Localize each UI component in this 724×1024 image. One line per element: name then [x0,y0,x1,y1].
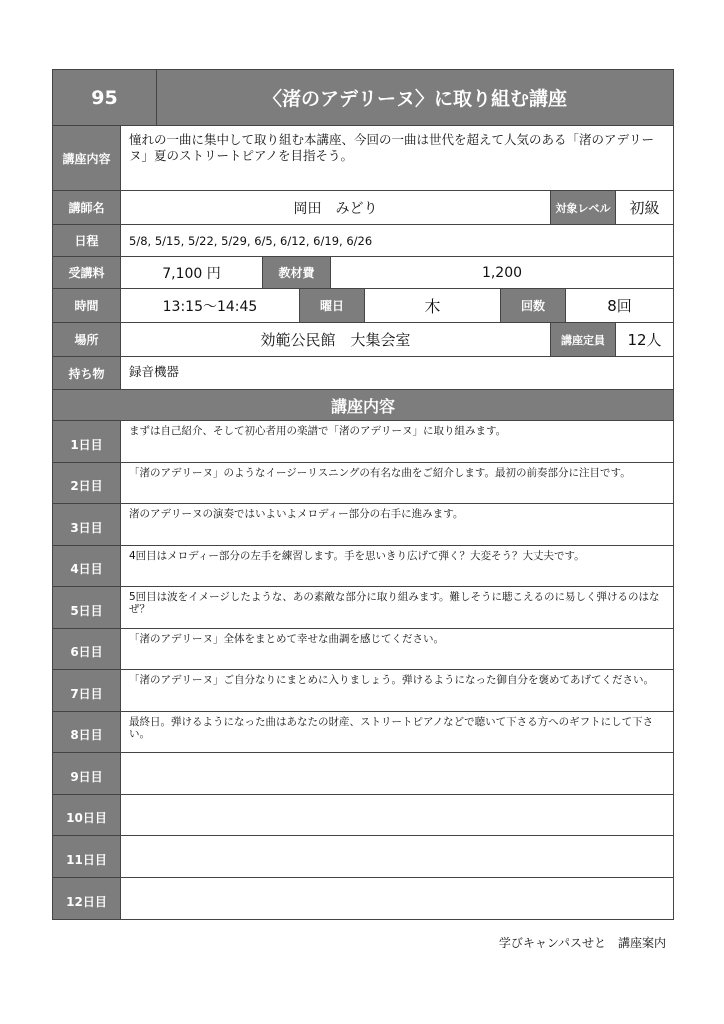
day-row [53,795,673,837]
day-description [121,878,673,920]
instructor-name: 岡田 みどり [121,191,551,224]
day-row [53,836,673,878]
schedule-row [53,225,673,257]
day-row [53,463,673,505]
fee-value: 7,100 円 [121,257,263,288]
day-row [53,753,673,795]
day-description: 4回目はメロディー部分の左手を練習します。手を思いきり広げて弾く？大変そう？大丈夫です。 [121,546,673,587]
summary-label: 講座内容 [53,126,121,190]
time-label: 時間 [53,289,121,322]
capacity-label: 講座定員 [551,323,616,356]
title-row [53,70,673,126]
day-row [53,629,673,671]
material-value: 1,200 [331,257,673,288]
belongings-label: 持ち物 [53,357,121,389]
material-label: 教材費 [263,257,331,288]
belongings-row [53,357,673,390]
day-label: 2日目 [53,463,121,504]
day-label: 6日目 [53,629,121,670]
level-label: 対象レベル [551,191,616,224]
level-value: 初級 [616,191,673,224]
content-heading: 講座内容 [53,390,673,420]
day-label: 3日目 [53,504,121,545]
fee-label: 受講料 [53,257,121,288]
time-row [53,289,673,323]
day-row [53,546,673,588]
day-description: 「渚のアデリーヌ」ご自分なりにまとめに入りましょう。弾けるようになった御自分を褒めてあげてください。 [121,670,673,711]
course-number: 95 [53,70,157,125]
day-description [121,836,673,877]
day-row [53,670,673,712]
day-row [53,504,673,546]
daily-content-list [53,421,673,919]
day-description [121,795,673,836]
day-label: 4日目 [53,546,121,587]
day-label: 7日目 [53,670,121,711]
summary-text: 憧れの一曲に集中して取り組む本講座、今回の一曲は世代を超えて人気のある「渚のアデリーヌ」夏のストリートピアノを目指そう。 [121,126,673,190]
day-row [53,712,673,754]
day-label: 5日目 [53,587,121,628]
instructor-row [53,191,673,225]
course-sheet [52,69,674,920]
content-heading-row [53,390,673,421]
day-label: 8日目 [53,712,121,753]
place-row [53,323,673,357]
course-title: 〈渚のアデリーヌ〉に取り組む講座 [157,70,673,125]
day-row [53,587,673,629]
day-description: 渚のアデリーヌの演奏ではいよいよメロディー部分の右手に進みます。 [121,504,673,545]
count-label: 回数 [501,289,566,322]
day-label: 9日目 [53,753,121,794]
footer-text: 学びキャンパスせと 講座案内 [498,936,666,950]
day-description: 5回目は波をイメージしたような、あの素敵な部分に取り組みます。難しそうに聴こえるのに易しく弾けるのはなぜ？ [121,587,673,628]
day-description: まずは自己紹介、そして初心者用の楽譜で「渚のアデリーヌ」に取り組みます。 [121,421,673,462]
day-label: 12日目 [53,878,121,920]
schedule-dates: 5/8, 5/15, 5/22, 5/29, 6/5, 6/12, 6/19, 6/26 [121,225,673,256]
summary-row [53,126,673,191]
day-description: 「渚のアデリーヌ」全体をまとめて幸せな曲調を感じてください。 [121,629,673,670]
place-label: 場所 [53,323,121,356]
day-label: 1日目 [53,421,121,462]
day-label: 10日目 [53,795,121,836]
day-label: 11日目 [53,836,121,877]
capacity-value: 12人 [616,323,673,356]
belongings-value: 録音機器 [121,357,673,389]
weekday-value: 木 [365,289,501,322]
day-description [121,753,673,794]
day-description: 「渚のアデリーヌ」のようなイージーリスニングの有名な曲をご紹介します。最初の前奏部分に注目です。 [121,463,673,504]
schedule-label: 日程 [53,225,121,256]
count-value: 8回 [566,289,673,322]
place-value: 効範公民館 大集会室 [121,323,551,356]
instructor-label: 講師名 [53,191,121,224]
time-value: 13:15～14:45 [121,289,300,322]
day-row [53,878,673,920]
day-description: 最終日。弾けるようになった曲はあなたの財産、ストリートピアノなどで聴いて下さる方へのギフトにして下さい。 [121,712,673,753]
day-row [53,421,673,463]
weekday-label: 曜日 [300,289,365,322]
fee-row [53,257,673,289]
